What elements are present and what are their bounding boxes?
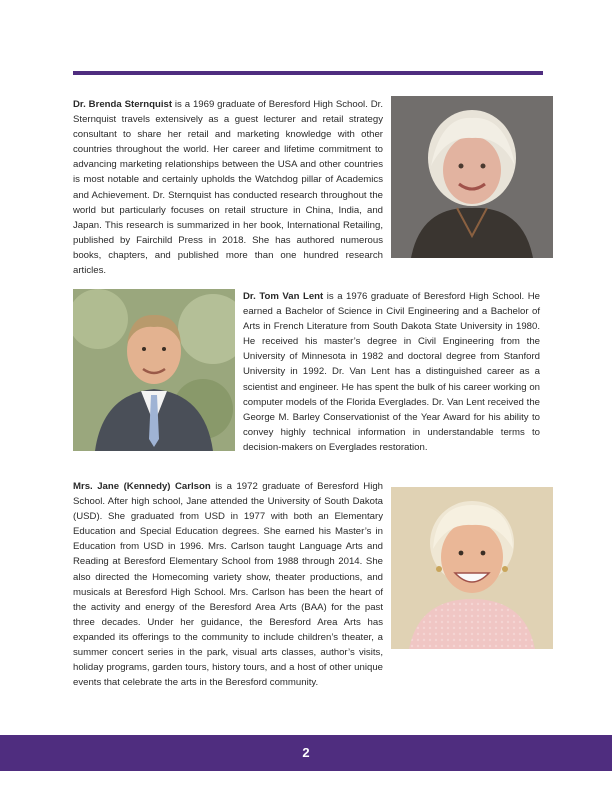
bio-name: Dr. Tom Van Lent — [243, 291, 324, 302]
footer-bar — [0, 735, 612, 771]
portrait-photo-sternquist — [391, 96, 553, 258]
bio-text: is a 1972 graduate of Beresford High School. After high school, Jane attended the University of South Dakota (USD). She graduated from USD in 1977 with both an Elementary Education and Special Education degrees. She earned his Master’s in Education from USD in 1996. Mrs. Carlson taught Language Arts and Reading at Beresford Elementary School from 1988 through 2014. She also directed the Homecoming variety show, theater productions, and musicals at Beresford High School. Mrs. Carlson has been the heart of the activity and energy of the Beresford Area Arts (BAA) for the past three decades. Under her guidance, the Beresford Area Arts has expanded its offerings to the community to include children’s theater, a summer concert series in the park, visual arts classes, author’s visits, holiday programs, garden tours, history tours, and a host of other unique events that celebrate the arts in the Beresford community. — [73, 481, 384, 689]
top-divider — [73, 71, 543, 75]
bio-name: Mrs. Jane (Kennedy) Carlson — [73, 481, 211, 492]
bio-name: Dr. Brenda Sternquist — [73, 99, 173, 110]
bio-van-lent — [243, 289, 540, 455]
bio-carlson — [73, 479, 383, 690]
bio-sternquist — [73, 97, 383, 278]
portrait-photo-carlson — [391, 487, 553, 649]
bio-text: is a 1976 graduate of Beresford High School. He earned a Bachelor of Science in Civil Engineering and a Bachelor of Arts in French Literature from South Dakota State University in 1980. He received his master’s degree in Civil Engineering from the University of Minnesota in 1982 and doctoral degree from Stanford University in 1992. Dr. Van Lent has a distinguished career as a scientist and engineer. He has spent the bulk of his career working on computer models of the Florida Everglades. Dr. Van Lent received the George M. Barley Conservationist of the Year Award for his ability to convey highly technical information in understandable terms to decision-makers on Everglades restoration. — [243, 291, 540, 453]
page-number: 2 — [302, 745, 310, 760]
portrait-photo-van-lent — [73, 289, 235, 451]
bio-text: is a 1969 graduate of Beresford High School. Dr. Sternquist travels extensively as a guest lecturer and retail strategy consultant to share her retail and marketing knowledge with other countries throughout the world. Her career and lifetime commitment to advancing marketing relationships between the USA and other countries is most notable and certainly upholds the Watchdog pillar of Academics and Achievement. Dr. Sternquist has conducted research throughout the world but particularly focuses on retail structure in China, India, and Japan. This research is summarized in her book, International Retailing, published by Fairchild Press in 2018. She has authored numerous books, chapters, and published more than one hundred research articles. — [73, 99, 383, 277]
